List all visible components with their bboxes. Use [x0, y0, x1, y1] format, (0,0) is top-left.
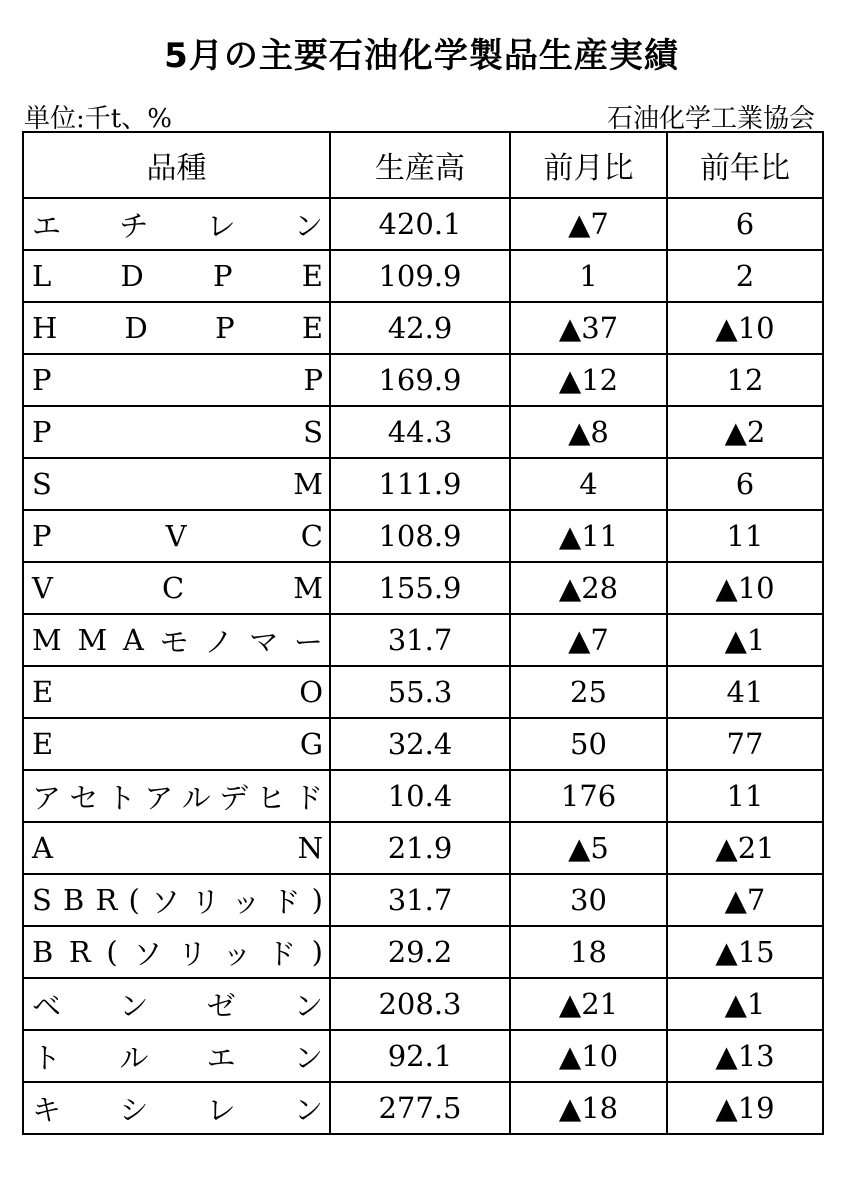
product-name-char: ッ: [222, 936, 252, 971]
product-name-cell: [23, 614, 330, 666]
product-name-char: D: [124, 311, 148, 345]
production-value: 208.3: [330, 978, 510, 1030]
table-row: [23, 978, 823, 1030]
year-over-year-value: ▲10: [667, 302, 823, 354]
year-over-year-value: ▲1: [667, 978, 823, 1030]
production-value: 42.9: [330, 302, 510, 354]
product-name-cell: [23, 1030, 330, 1082]
product-name-cell: [23, 718, 330, 770]
year-over-year-value: 11: [667, 770, 823, 822]
product-name-cell: [23, 458, 330, 510]
year-over-year-value: ▲19: [667, 1082, 823, 1134]
year-over-year-value: ▲13: [667, 1030, 823, 1082]
production-value: 155.9: [330, 562, 510, 614]
product-name-char: ノ: [204, 624, 234, 659]
year-over-year-value: ▲21: [667, 822, 823, 874]
product-name-char: M: [293, 571, 323, 605]
product-name-char: ゼ: [206, 988, 236, 1023]
table-row: [23, 1082, 823, 1134]
product-name-char: ル: [181, 780, 211, 815]
production-value: 108.9: [330, 510, 510, 562]
product-name-char: ン: [119, 988, 149, 1023]
product-name-char: (: [128, 883, 140, 917]
header-production: 生産高: [330, 132, 510, 198]
month-over-month-value: ▲11: [510, 510, 667, 562]
product-name-char: C: [300, 519, 323, 553]
product-name-char: ベ: [32, 988, 62, 1023]
product-name: [32, 776, 323, 817]
table-row: [23, 458, 823, 510]
product-name-cell: [23, 770, 330, 822]
table-row: [23, 926, 823, 978]
product-name-char: E: [32, 675, 54, 709]
year-over-year-value: ▲7: [667, 874, 823, 926]
product-name-cell: [23, 354, 330, 406]
month-over-month-value: 1: [510, 250, 667, 302]
product-name-char: ッ: [231, 884, 261, 919]
table-row: [23, 1030, 823, 1082]
product-name: [32, 1088, 323, 1129]
product-name-char: (: [106, 935, 118, 969]
product-name-char: ル: [119, 1040, 149, 1075]
month-over-month-value: 25: [510, 666, 667, 718]
product-name-char: ン: [293, 208, 323, 243]
production-value: 10.4: [330, 770, 510, 822]
product-name: [32, 259, 323, 293]
table-row: [23, 614, 823, 666]
table-row: [23, 510, 823, 562]
month-over-month-value: ▲8: [510, 406, 667, 458]
product-name-char: マ: [249, 624, 279, 659]
product-name-char: レ: [206, 208, 236, 243]
header-product-type: 品種: [23, 132, 330, 198]
product-name-char: エ: [32, 208, 62, 243]
product-name-char: ア: [144, 780, 174, 815]
year-over-year-value: 2: [667, 250, 823, 302]
product-name-char: リ: [191, 884, 221, 919]
month-over-month-value: 18: [510, 926, 667, 978]
production-value: 55.3: [330, 666, 510, 718]
table-row: [23, 718, 823, 770]
product-name-char: P: [303, 363, 323, 397]
product-name-char: N: [297, 831, 323, 865]
product-name: [32, 571, 323, 605]
product-name-char: チ: [119, 208, 149, 243]
product-name-cell: [23, 926, 330, 978]
year-over-year-value: 6: [667, 458, 823, 510]
year-over-year-value: ▲15: [667, 926, 823, 978]
table-header-row: [23, 132, 823, 198]
product-name-char: ー: [293, 624, 323, 659]
product-name-cell: [23, 874, 330, 926]
product-name-char: セ: [69, 780, 99, 815]
month-over-month-value: 50: [510, 718, 667, 770]
product-name-char: D: [120, 259, 144, 293]
year-over-year-value: 11: [667, 510, 823, 562]
year-over-year-value: 12: [667, 354, 823, 406]
header-month-over-month: 前月比: [510, 132, 667, 198]
product-name-char: ): [311, 883, 323, 917]
year-over-year-value: ▲2: [667, 406, 823, 458]
month-over-month-value: ▲21: [510, 978, 667, 1030]
table-row: [23, 874, 823, 926]
product-name-char: E: [301, 259, 323, 293]
product-name-char: G: [299, 727, 323, 761]
month-over-month-value: ▲10: [510, 1030, 667, 1082]
product-name-char: A: [32, 831, 53, 865]
product-name-cell: [23, 198, 330, 250]
product-name-cell: [23, 510, 330, 562]
table-row: [23, 562, 823, 614]
table-row: [23, 198, 823, 250]
production-value: 92.1: [330, 1030, 510, 1082]
production-value: 169.9: [330, 354, 510, 406]
product-name-char: ア: [32, 780, 62, 815]
product-name-char: S: [32, 883, 52, 917]
table-row: [23, 302, 823, 354]
month-over-month-value: 4: [510, 458, 667, 510]
month-over-month-value: ▲12: [510, 354, 667, 406]
product-name-cell: [23, 978, 330, 1030]
table-row: [23, 770, 823, 822]
product-name: [32, 415, 323, 449]
year-over-year-value: 77: [667, 718, 823, 770]
product-name-char: S: [303, 415, 323, 449]
product-name-cell: [23, 562, 330, 614]
product-name-char: S: [32, 467, 52, 501]
month-over-month-value: ▲28: [510, 562, 667, 614]
month-over-month-value: ▲7: [510, 198, 667, 250]
production-value: 21.9: [330, 822, 510, 874]
production-value: 277.5: [330, 1082, 510, 1134]
month-over-month-value: 176: [510, 770, 667, 822]
product-name-cell: [23, 666, 330, 718]
product-name-char: H: [32, 311, 58, 345]
product-name: [32, 984, 323, 1025]
product-name: [32, 204, 323, 245]
production-value: 31.7: [330, 614, 510, 666]
product-name-char: ン: [293, 1040, 323, 1075]
product-name-char: P: [32, 519, 52, 553]
table-row: [23, 354, 823, 406]
product-name-char: L: [32, 259, 52, 293]
product-name: [32, 727, 323, 761]
product-name-cell: [23, 1082, 330, 1134]
production-value: 109.9: [330, 250, 510, 302]
product-name-cell: [23, 302, 330, 354]
product-name-char: キ: [32, 1092, 62, 1127]
product-name-char: P: [213, 259, 233, 293]
product-name-char: ン: [293, 988, 323, 1023]
product-name: [32, 675, 323, 709]
product-name-char: E: [301, 311, 323, 345]
product-name-char: ): [311, 935, 323, 969]
product-name: [32, 932, 323, 973]
product-name: [32, 467, 323, 501]
product-name-char: ソ: [133, 936, 163, 971]
year-over-year-value: ▲10: [667, 562, 823, 614]
product-name-char: M: [293, 467, 323, 501]
month-over-month-value: 30: [510, 874, 667, 926]
product-name: [32, 880, 323, 921]
table-row: [23, 822, 823, 874]
product-name-char: P: [32, 415, 52, 449]
product-name: [32, 311, 323, 345]
page-title: 5月の主要石油化学製品生産実績: [164, 36, 679, 76]
product-name-cell: [23, 822, 330, 874]
header-year-over-year: 前年比: [667, 132, 823, 198]
product-name-char: P: [215, 311, 235, 345]
product-name-cell: [23, 406, 330, 458]
product-name: [32, 1036, 323, 1077]
production-value: 111.9: [330, 458, 510, 510]
product-name-char: モ: [159, 624, 189, 659]
product-name-cell: [23, 250, 330, 302]
source-label: 石油化学工業協会: [606, 104, 815, 134]
year-over-year-value: 6: [667, 198, 823, 250]
product-name: [32, 519, 323, 553]
production-value: 420.1: [330, 198, 510, 250]
product-name: [32, 363, 323, 397]
year-over-year-value: ▲1: [667, 614, 823, 666]
product-name-char: B: [32, 935, 54, 969]
table-row: [23, 250, 823, 302]
product-name: [32, 831, 323, 865]
month-over-month-value: ▲5: [510, 822, 667, 874]
production-value: 32.4: [330, 718, 510, 770]
product-name-char: V: [165, 519, 187, 553]
product-name-char: O: [299, 675, 323, 709]
product-name-char: M: [32, 623, 62, 657]
product-name-char: ド: [293, 780, 323, 815]
product-name-char: ト: [32, 1040, 62, 1075]
product-name-char: ン: [293, 1092, 323, 1127]
table-row: [23, 666, 823, 718]
product-name-char: エ: [206, 1040, 236, 1075]
product-name-char: V: [32, 571, 53, 605]
production-value: 31.7: [330, 874, 510, 926]
production-value: 29.2: [330, 926, 510, 978]
product-name-char: デ: [219, 780, 249, 815]
product-name-char: R: [68, 935, 91, 969]
product-name-char: B: [63, 883, 85, 917]
production-table: [22, 131, 824, 1135]
product-name-char: ト: [106, 780, 136, 815]
product-name-char: P: [32, 363, 52, 397]
product-name-char: ド: [271, 884, 301, 919]
product-name: [32, 620, 323, 661]
product-name-char: ヒ: [256, 780, 286, 815]
month-over-month-value: ▲7: [510, 614, 667, 666]
year-over-year-value: 41: [667, 666, 823, 718]
product-name-char: R: [95, 883, 118, 917]
table-row: [23, 406, 823, 458]
product-name-char: A: [122, 623, 144, 657]
product-name-char: E: [32, 727, 54, 761]
product-name-char: C: [162, 571, 185, 605]
product-name-char: レ: [206, 1092, 236, 1127]
unit-label: 単位:千t、%: [24, 104, 172, 134]
product-name-char: リ: [177, 936, 207, 971]
product-name-char: シ: [119, 1092, 149, 1127]
month-over-month-value: ▲18: [510, 1082, 667, 1134]
month-over-month-value: ▲37: [510, 302, 667, 354]
product-name-char: ド: [267, 936, 297, 971]
product-name-char: M: [77, 623, 108, 657]
product-name-char: ソ: [150, 884, 180, 919]
production-value: 44.3: [330, 406, 510, 458]
